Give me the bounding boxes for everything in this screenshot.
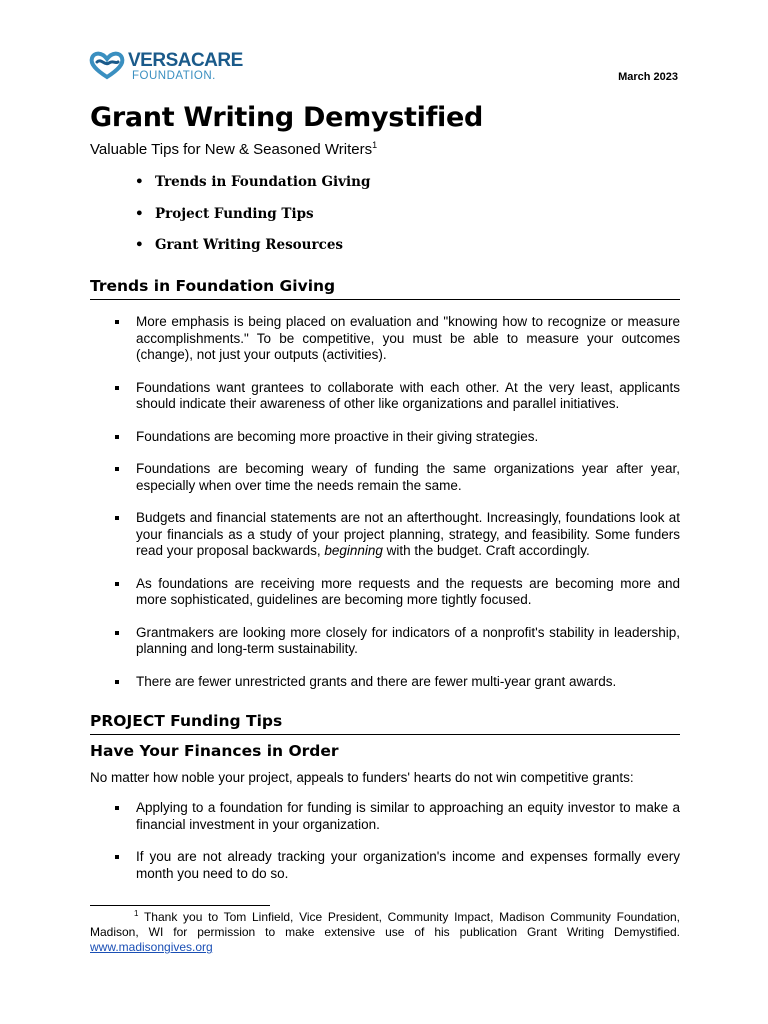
table-of-contents bbox=[135, 174, 370, 269]
versacare-logo bbox=[88, 46, 243, 86]
toc-item: • Trends in Foundation Giving bbox=[135, 174, 370, 206]
trends-bullet-list bbox=[114, 314, 680, 690]
toc-item: • Project Funding Tips bbox=[135, 206, 370, 238]
list-item: If you are not already tracking your organization's income and expenses formally every month you need to do so. bbox=[114, 849, 680, 882]
section-heading-trends: Trends in Foundation Giving bbox=[90, 277, 680, 300]
finances-bullet-list bbox=[114, 800, 680, 882]
logo-brand-text: VERSACARE bbox=[128, 50, 243, 71]
list-item: Foundations are becoming weary of funding the same organizations year after year, especially when over time the needs remain the same. bbox=[114, 461, 680, 494]
list-item: Foundations are becoming more proactive in their giving strategies. bbox=[114, 429, 680, 446]
list-item: Budgets and financial statements are not an afterthought. Increasingly, foundations look at your financials as a study of your project planning, strategy, and feasibility. Some funders read your proposal backwards, beginning with the budget. Craft accordingly. bbox=[114, 510, 680, 560]
list-item: As foundations are receiving more requests and the requests are becoming more and more sophisticated, guidelines are becoming more tightly focused. bbox=[114, 576, 680, 609]
list-item: There are fewer unrestricted grants and there are fewer multi-year grant awards. bbox=[114, 674, 680, 691]
subtitle-text: Valuable Tips for New & Seasoned Writers bbox=[90, 141, 373, 158]
footnote-link[interactable]: www.madisongives.org bbox=[90, 940, 213, 954]
toc-item: • Grant Writing Resources bbox=[135, 237, 370, 269]
finances-intro: No matter how noble your project, appeals to funders' hearts do not win competitive grants: bbox=[90, 770, 634, 785]
footnote bbox=[90, 910, 680, 955]
document-date: March 2023 bbox=[618, 71, 678, 83]
list-item: Foundations want grantees to collaborate with each other. At the very least, applicants should indicate their awareness of other like organizations and parallel initiatives. bbox=[114, 380, 680, 413]
section-heading-project-funding: PROJECT Funding Tips bbox=[90, 712, 680, 735]
subheading-finances: Have Your Finances in Order bbox=[90, 742, 339, 760]
footnote-ref: 1 bbox=[372, 140, 378, 150]
document-subtitle bbox=[90, 141, 377, 158]
list-item: Applying to a foundation for funding is similar to approaching an equity investor to make a financial investment in your organization. bbox=[114, 800, 680, 833]
document-title: Grant Writing Demystified bbox=[90, 102, 484, 133]
list-item: Grantmakers are looking more closely for indicators of a nonprofit's stability in leadership, planning and long-term sustainability. bbox=[114, 625, 680, 658]
footnote-text: Thank you to Tom Linfield, Vice President, Community Impact, Madison Community Foundation, Madison, WI for permission to make extensive use of his publication Grant Writing Demystified. bbox=[90, 910, 681, 939]
footnote-divider bbox=[90, 905, 270, 906]
heart-logo-icon bbox=[88, 50, 126, 80]
list-item: More emphasis is being placed on evaluation and "knowing how to recognize or measure accomplishments." To be competitive, you must be able to measure your outcomes (change), not just your outputs (activities). bbox=[114, 314, 680, 364]
emphasis-text: beginning bbox=[324, 543, 383, 558]
footnote-marker: 1 bbox=[134, 909, 139, 918]
logo-sub-text: FOUNDATION. bbox=[132, 70, 216, 82]
